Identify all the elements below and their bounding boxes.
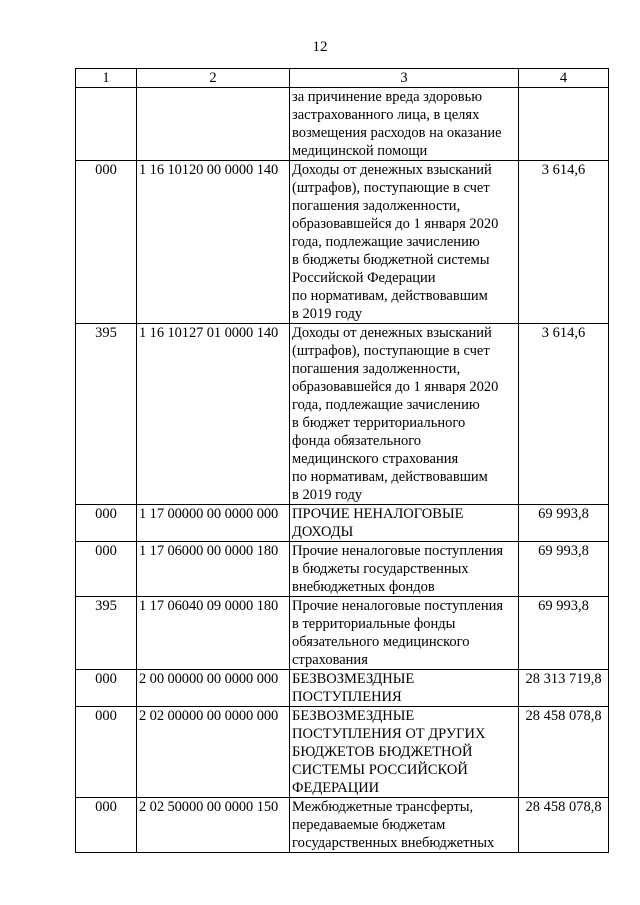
budget-classification-code-cell: 2 00 00000 00 0000 000 (137, 670, 290, 707)
revenue-name-line: в бюджеты бюджетной системы (292, 252, 490, 268)
revenue-name-cell (290, 707, 519, 798)
revenue-name-cell (290, 88, 519, 161)
revenue-name-cell (290, 798, 519, 853)
table-row (76, 670, 609, 707)
budget-classification-code-cell: 2 02 00000 00 0000 000 (137, 707, 290, 798)
revenue-name-line: ПРОЧИЕ НЕНАЛОГОВЫЕ (292, 506, 464, 522)
column-header-4: 4 (519, 69, 609, 88)
revenue-name-line: года, подлежащие зачислению (292, 397, 480, 413)
revenue-name-line: (штрафов), поступающие в счет (292, 343, 490, 359)
amount-cell (519, 88, 609, 161)
revenue-name-line: ПОСТУПЛЕНИЯ ОТ ДРУГИХ (292, 726, 486, 742)
revenue-name-line: (штрафов), поступающие в счет (292, 180, 490, 196)
admin-code-cell (76, 88, 137, 161)
revenue-name-cell (290, 597, 519, 670)
revenue-name-cell (290, 324, 519, 505)
revenue-name-line: в бюджет территориального (292, 415, 466, 431)
admin-code-cell: 395 (76, 597, 137, 670)
revenue-name-line: внебюджетных фондов (292, 579, 435, 595)
revenue-name-line: по нормативам, действовавшим (292, 288, 488, 304)
column-header-2: 2 (137, 69, 290, 88)
table-row (76, 707, 609, 798)
revenue-name-line: СИСТЕМЫ РОССИЙСКОЙ (292, 762, 468, 778)
admin-code-cell: 000 (76, 798, 137, 853)
admin-code-cell: 000 (76, 505, 137, 542)
budget-classification-code-cell (137, 88, 290, 161)
revenue-name-cell (290, 670, 519, 707)
column-header-3: 3 (290, 69, 519, 88)
revenue-name-line: года, подлежащие зачислению (292, 234, 480, 250)
table-row (76, 324, 609, 505)
revenue-name-line: за причинение вреда здоровью (292, 89, 483, 105)
budget-classification-code-cell: 1 17 06040 09 0000 180 (137, 597, 290, 670)
revenue-name-line: образовавшейся до 1 января 2020 (292, 379, 499, 395)
revenue-name-line: страхования (292, 652, 368, 668)
revenue-table (75, 68, 609, 853)
revenue-name-cell (290, 505, 519, 542)
revenue-name-cell (290, 161, 519, 324)
revenue-name-line: БЮДЖЕТОВ БЮДЖЕТНОЙ (292, 744, 473, 760)
revenue-name-line: ДОХОДЫ (292, 524, 354, 540)
amount-cell: 69 993,8 (519, 542, 609, 597)
budget-classification-code-cell: 1 16 10120 00 0000 140 (137, 161, 290, 324)
revenue-name-line: Доходы от денежных взысканий (292, 325, 492, 341)
admin-code-cell: 000 (76, 161, 137, 324)
table-row (76, 597, 609, 670)
revenue-name-line: погашения задолженности, (292, 198, 461, 214)
revenue-name-line: фонда обязательного (292, 433, 422, 449)
table-row (76, 88, 609, 161)
table-row (76, 505, 609, 542)
revenue-name-line: БЕЗВОЗМЕЗДНЫЕ (292, 671, 415, 687)
revenue-name-line: Российской Федерации (292, 270, 436, 286)
table-body (76, 88, 609, 853)
table-row (76, 161, 609, 324)
revenue-name-line: застрахованного лица, в целях (292, 107, 480, 123)
revenue-name-line: ПОСТУПЛЕНИЯ (292, 689, 402, 705)
revenue-name-line: ФЕДЕРАЦИИ (292, 780, 380, 796)
revenue-name-line: передаваемые бюджетам (292, 817, 446, 833)
column-header-1: 1 (76, 69, 137, 88)
revenue-name-line: по нормативам, действовавшим (292, 469, 488, 485)
table-header-row (76, 69, 609, 88)
amount-cell: 28 458 078,8 (519, 707, 609, 798)
amount-cell: 3 614,6 (519, 161, 609, 324)
revenue-name-line: в бюджеты государственных (292, 561, 469, 577)
revenue-name-line: возмещения расходов на оказание (292, 125, 502, 141)
revenue-name-line: медицинской помощи (292, 143, 428, 159)
admin-code-cell: 395 (76, 324, 137, 505)
revenue-name-line: государственных внебюджетных (292, 835, 495, 851)
admin-code-cell: 000 (76, 707, 137, 798)
revenue-name-line: погашения задолженности, (292, 361, 461, 377)
budget-classification-code-cell: 2 02 50000 00 0000 150 (137, 798, 290, 853)
revenue-name-line: в 2019 году (292, 487, 363, 503)
admin-code-cell: 000 (76, 670, 137, 707)
revenue-name-cell (290, 542, 519, 597)
revenue-name-line: Доходы от денежных взысканий (292, 162, 492, 178)
revenue-name-line: в территориальные фонды (292, 616, 456, 632)
table-row (76, 798, 609, 853)
amount-cell: 28 313 719,8 (519, 670, 609, 707)
revenue-name-line: Прочие неналоговые поступления (292, 543, 504, 559)
page-number: 12 (312, 39, 328, 55)
revenue-name-line: медицинского страхования (292, 451, 459, 467)
amount-cell: 3 614,6 (519, 324, 609, 505)
revenue-name-line: обязательного медицинского (292, 634, 470, 650)
amount-cell: 69 993,8 (519, 597, 609, 670)
revenue-name-line: образовавшейся до 1 января 2020 (292, 216, 499, 232)
budget-classification-code-cell: 1 17 00000 00 0000 000 (137, 505, 290, 542)
revenue-name-line: в 2019 году (292, 306, 363, 322)
budget-classification-code-cell: 1 16 10127 01 0000 140 (137, 324, 290, 505)
revenue-name-line: Межбюджетные трансферты, (292, 799, 474, 815)
amount-cell: 69 993,8 (519, 505, 609, 542)
revenue-name-line: Прочие неналоговые поступления (292, 598, 504, 614)
admin-code-cell: 000 (76, 542, 137, 597)
amount-cell: 28 458 078,8 (519, 798, 609, 853)
revenue-name-line: БЕЗВОЗМЕЗДНЫЕ (292, 708, 415, 724)
budget-classification-code-cell: 1 17 06000 00 0000 180 (137, 542, 290, 597)
table-row (76, 542, 609, 597)
